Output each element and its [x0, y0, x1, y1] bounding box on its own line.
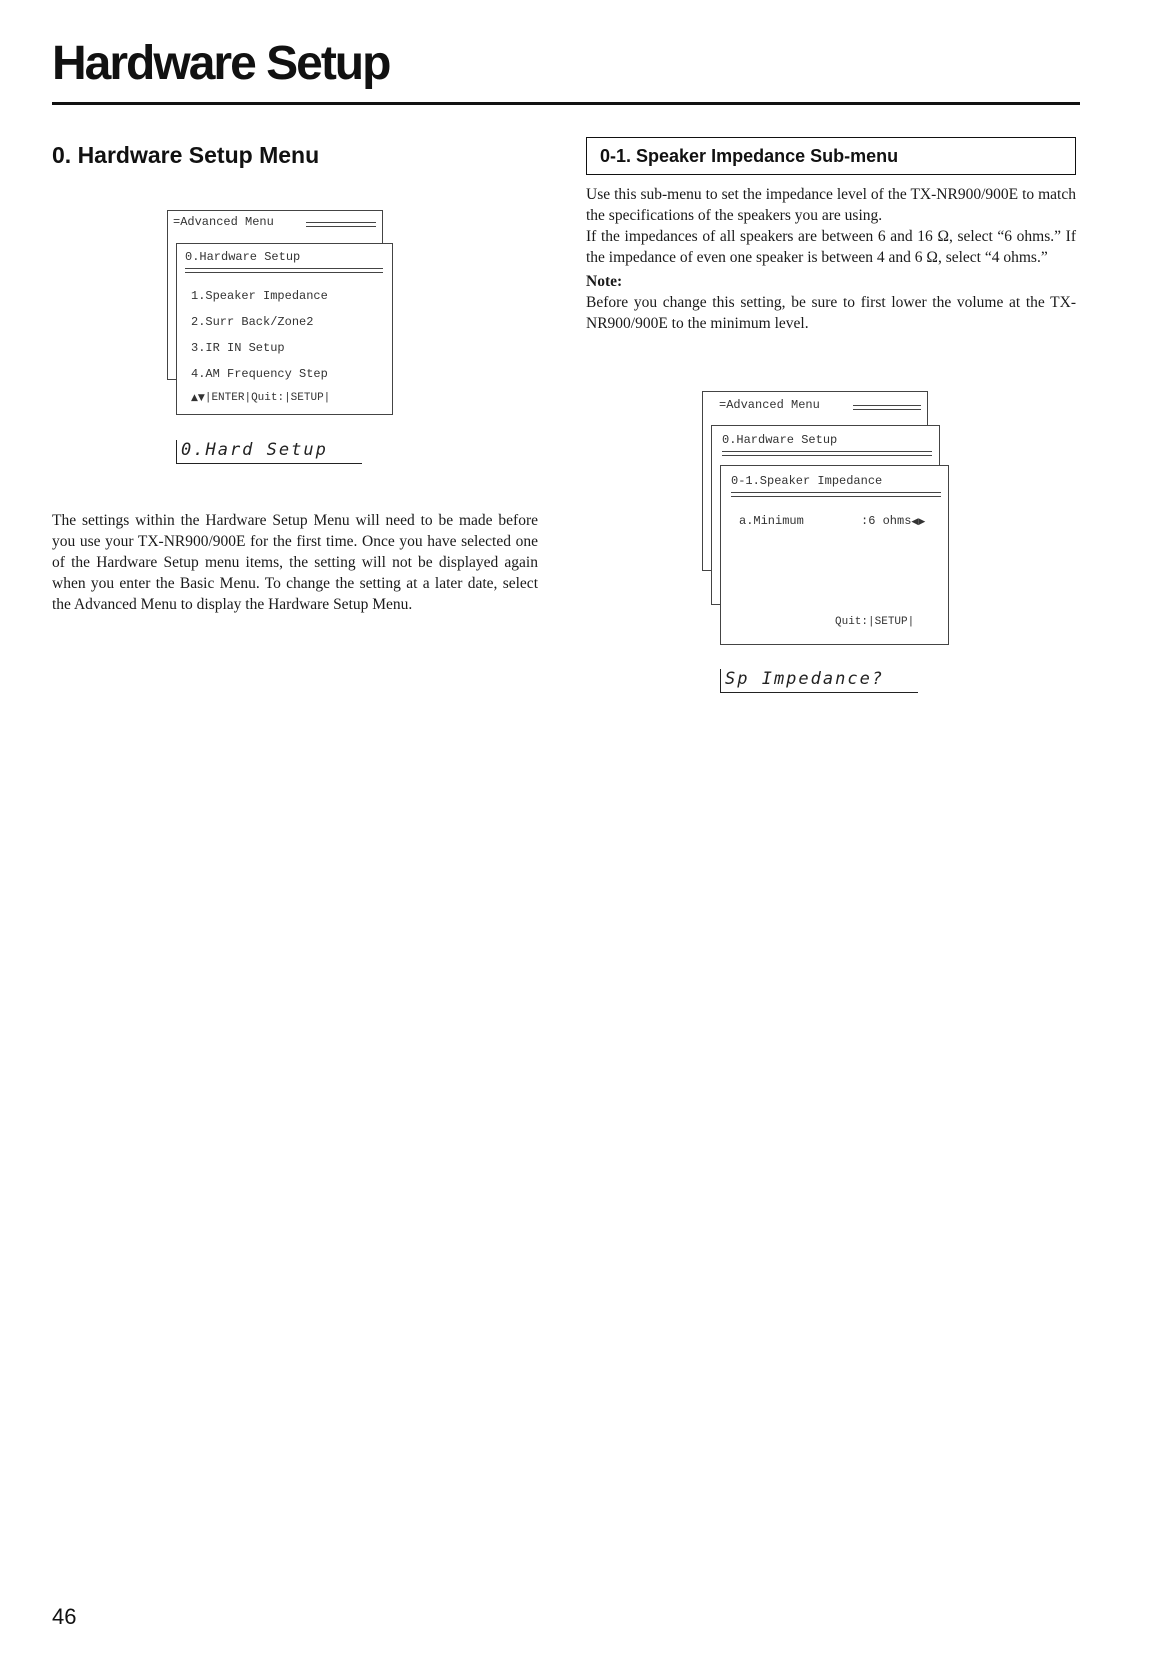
title-divider	[722, 451, 932, 456]
note-text: Before you change this setting, be sure to first lower the volume at the TX-NR900/900E to the minimum level.	[586, 294, 1076, 332]
advanced-menu-title: =Advanced Menu	[173, 215, 274, 229]
page-number: 46	[52, 1604, 77, 1629]
front-panel-display: Sp Impedance?	[720, 669, 918, 693]
navigation-hint: ▲▼|ENTER|Quit:|SETUP|	[191, 392, 331, 404]
title-divider	[185, 268, 383, 273]
hardware-setup-title: 0.Hardware Setup	[185, 250, 301, 264]
intro-paragraph: The settings within the Hardware Setup Menu will need to be made before you use your TX-NR900/900E for the first time. Once you have selected one of the Hardware Setup menu items, the setting will not be displayed again when you enter the Basic Menu. To change the setting at a later date, select the Advanced Menu to display the Hardware Setup Menu.	[52, 512, 538, 613]
title-rule	[52, 102, 1080, 105]
note-label: Note:	[586, 273, 623, 290]
description-paragraph-2: If the impedances of all speakers are between 6 and 16 Ω, select “6 ohms.” If the impedance of even one speaker is between 4 and 6 Ω, select “4 ohms.”	[586, 228, 1076, 266]
front-panel-display: 0.Hard Setup	[176, 440, 362, 464]
quit-hint: Quit:|SETUP|	[835, 616, 915, 628]
sub-menu-heading: 0-1. Speaker Impedance Sub-menu	[586, 137, 1076, 175]
menu-item-ir-in-setup[interactable]: 3.IR IN Setup	[191, 341, 285, 355]
right-arrow-icon: ▶	[918, 517, 926, 527]
impedance-option-label[interactable]: a.Minimum	[739, 514, 804, 528]
speaker-impedance-title: 0-1.Speaker Impedance	[731, 474, 883, 488]
section-heading: 0. Hardware Setup Menu	[52, 142, 320, 168]
down-arrow-icon: ▼	[197, 393, 205, 403]
hardware-setup-panel	[176, 243, 393, 415]
menu-item-speaker-impedance[interactable]: 1.Speaker Impedance	[191, 289, 328, 303]
impedance-option-value[interactable]: :6 ohms◀▶	[861, 514, 926, 528]
up-arrow-icon: ▲	[191, 393, 198, 403]
hardware-setup-title: 0.Hardware Setup	[722, 433, 838, 447]
menu-item-am-frequency-step[interactable]: 4.AM Frequency Step	[191, 367, 328, 381]
page-title: Hardware Setup	[52, 37, 390, 90]
sub-menu-description	[586, 184, 1076, 334]
title-divider	[853, 405, 921, 410]
title-divider	[306, 222, 376, 227]
description-paragraph-1: Use this sub-menu to set the impedance level of the TX-NR900/900E to match the specifications of the speakers you are using.	[586, 186, 1076, 224]
menu-item-surr-back-zone2[interactable]: 2.Surr Back/Zone2	[191, 315, 314, 329]
speaker-impedance-panel	[720, 465, 949, 645]
advanced-menu-title: =Advanced Menu	[719, 398, 820, 412]
left-arrow-icon: ◀	[911, 517, 919, 527]
title-divider	[731, 492, 941, 497]
